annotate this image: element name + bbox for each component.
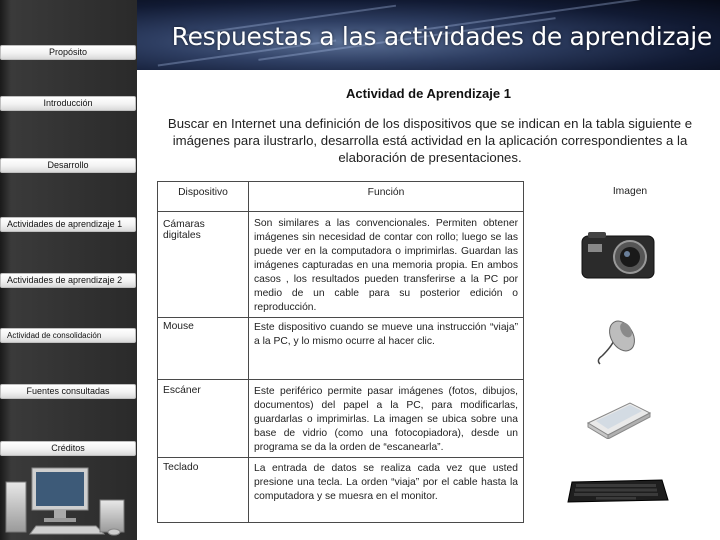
activity-description: Buscar en Internet una definición de los dispositivos que se indican en la tabla siguiente e imágenes para ilustrarlo, desarrolla está actividad en la aplicación correspondientes a la elaboración de presentaciones. xyxy=(167,116,693,165)
sidebar-item-desarrollo[interactable]: Desarrollo xyxy=(0,158,136,173)
header-banner xyxy=(137,0,720,70)
device-function: Son similares a las convencionales. Permiten obtener imágenes sin necesidad de contar con rollo; luego se las puede ver en la computadora o imprimirlas. Guardan las imágenes capturadas en una memoria propia. En ambos casos , los resultados pueden transferirse a la PC por medio de un cable para su posterior edición o reproducción. xyxy=(249,212,524,318)
table-header-dispositivo: Dispositivo xyxy=(158,182,249,212)
device-name: Escáner xyxy=(158,380,249,458)
page-title: Respuestas a las actividades de aprendizaje xyxy=(171,22,712,51)
sidebar-item-proposito[interactable]: Propósito xyxy=(0,45,136,60)
activity-subtitle: Actividad de Aprendizaje 1 xyxy=(346,86,511,101)
sidebar-item-creditos[interactable]: Créditos xyxy=(0,441,136,456)
sidebar-item-actividades-2[interactable]: Actividades de aprendizaje 2 xyxy=(0,273,136,288)
devices-table xyxy=(157,181,524,523)
sidebar-item-consolidacion[interactable]: Actividad de consolidación xyxy=(0,328,136,343)
table-row xyxy=(158,318,524,380)
mouse-icon xyxy=(592,316,642,366)
computer-icon xyxy=(4,460,132,536)
keyboard-icon xyxy=(566,476,670,506)
table-header-imagen: Imagen xyxy=(612,186,648,197)
sidebar-item-fuentes[interactable]: Fuentes consultadas xyxy=(0,384,136,399)
camera-icon xyxy=(578,228,660,284)
sidebar-item-actividades-1[interactable]: Actividades de aprendizaje 1 xyxy=(0,217,136,232)
table-header-funcion: Función xyxy=(249,182,524,212)
table-row xyxy=(158,212,524,318)
table-row xyxy=(158,380,524,458)
device-name: Mouse xyxy=(158,318,249,380)
table-row xyxy=(158,458,524,523)
device-function: La entrada de datos se realiza cada vez que usted presione una tecla. La orden “viaja” por el cable hasta la computadora y se muesra en el monitor. xyxy=(249,458,524,523)
device-name: Cámaras digitales xyxy=(158,212,249,318)
device-name: Teclado xyxy=(158,458,249,523)
device-function: Este periférico permite pasar imágenes (fotos, dibujos, documentos) del papel a la PC, para modificarlas, guardarlas o imprimirlas. La imagen se ubica sobre una base de vidrio (como una fotocopiadora), desde un programa se da la orden de “escanearla”. xyxy=(249,380,524,458)
table-header-row xyxy=(158,182,524,212)
sidebar-item-introduccion[interactable]: Introducción xyxy=(0,96,136,111)
sidebar xyxy=(0,0,137,540)
scanner-icon xyxy=(584,397,654,439)
device-function: Este dispositivo cuando se mueve una instrucción “viaja” a la PC, y lo mismo ocurre al hacer clic. xyxy=(249,318,524,380)
